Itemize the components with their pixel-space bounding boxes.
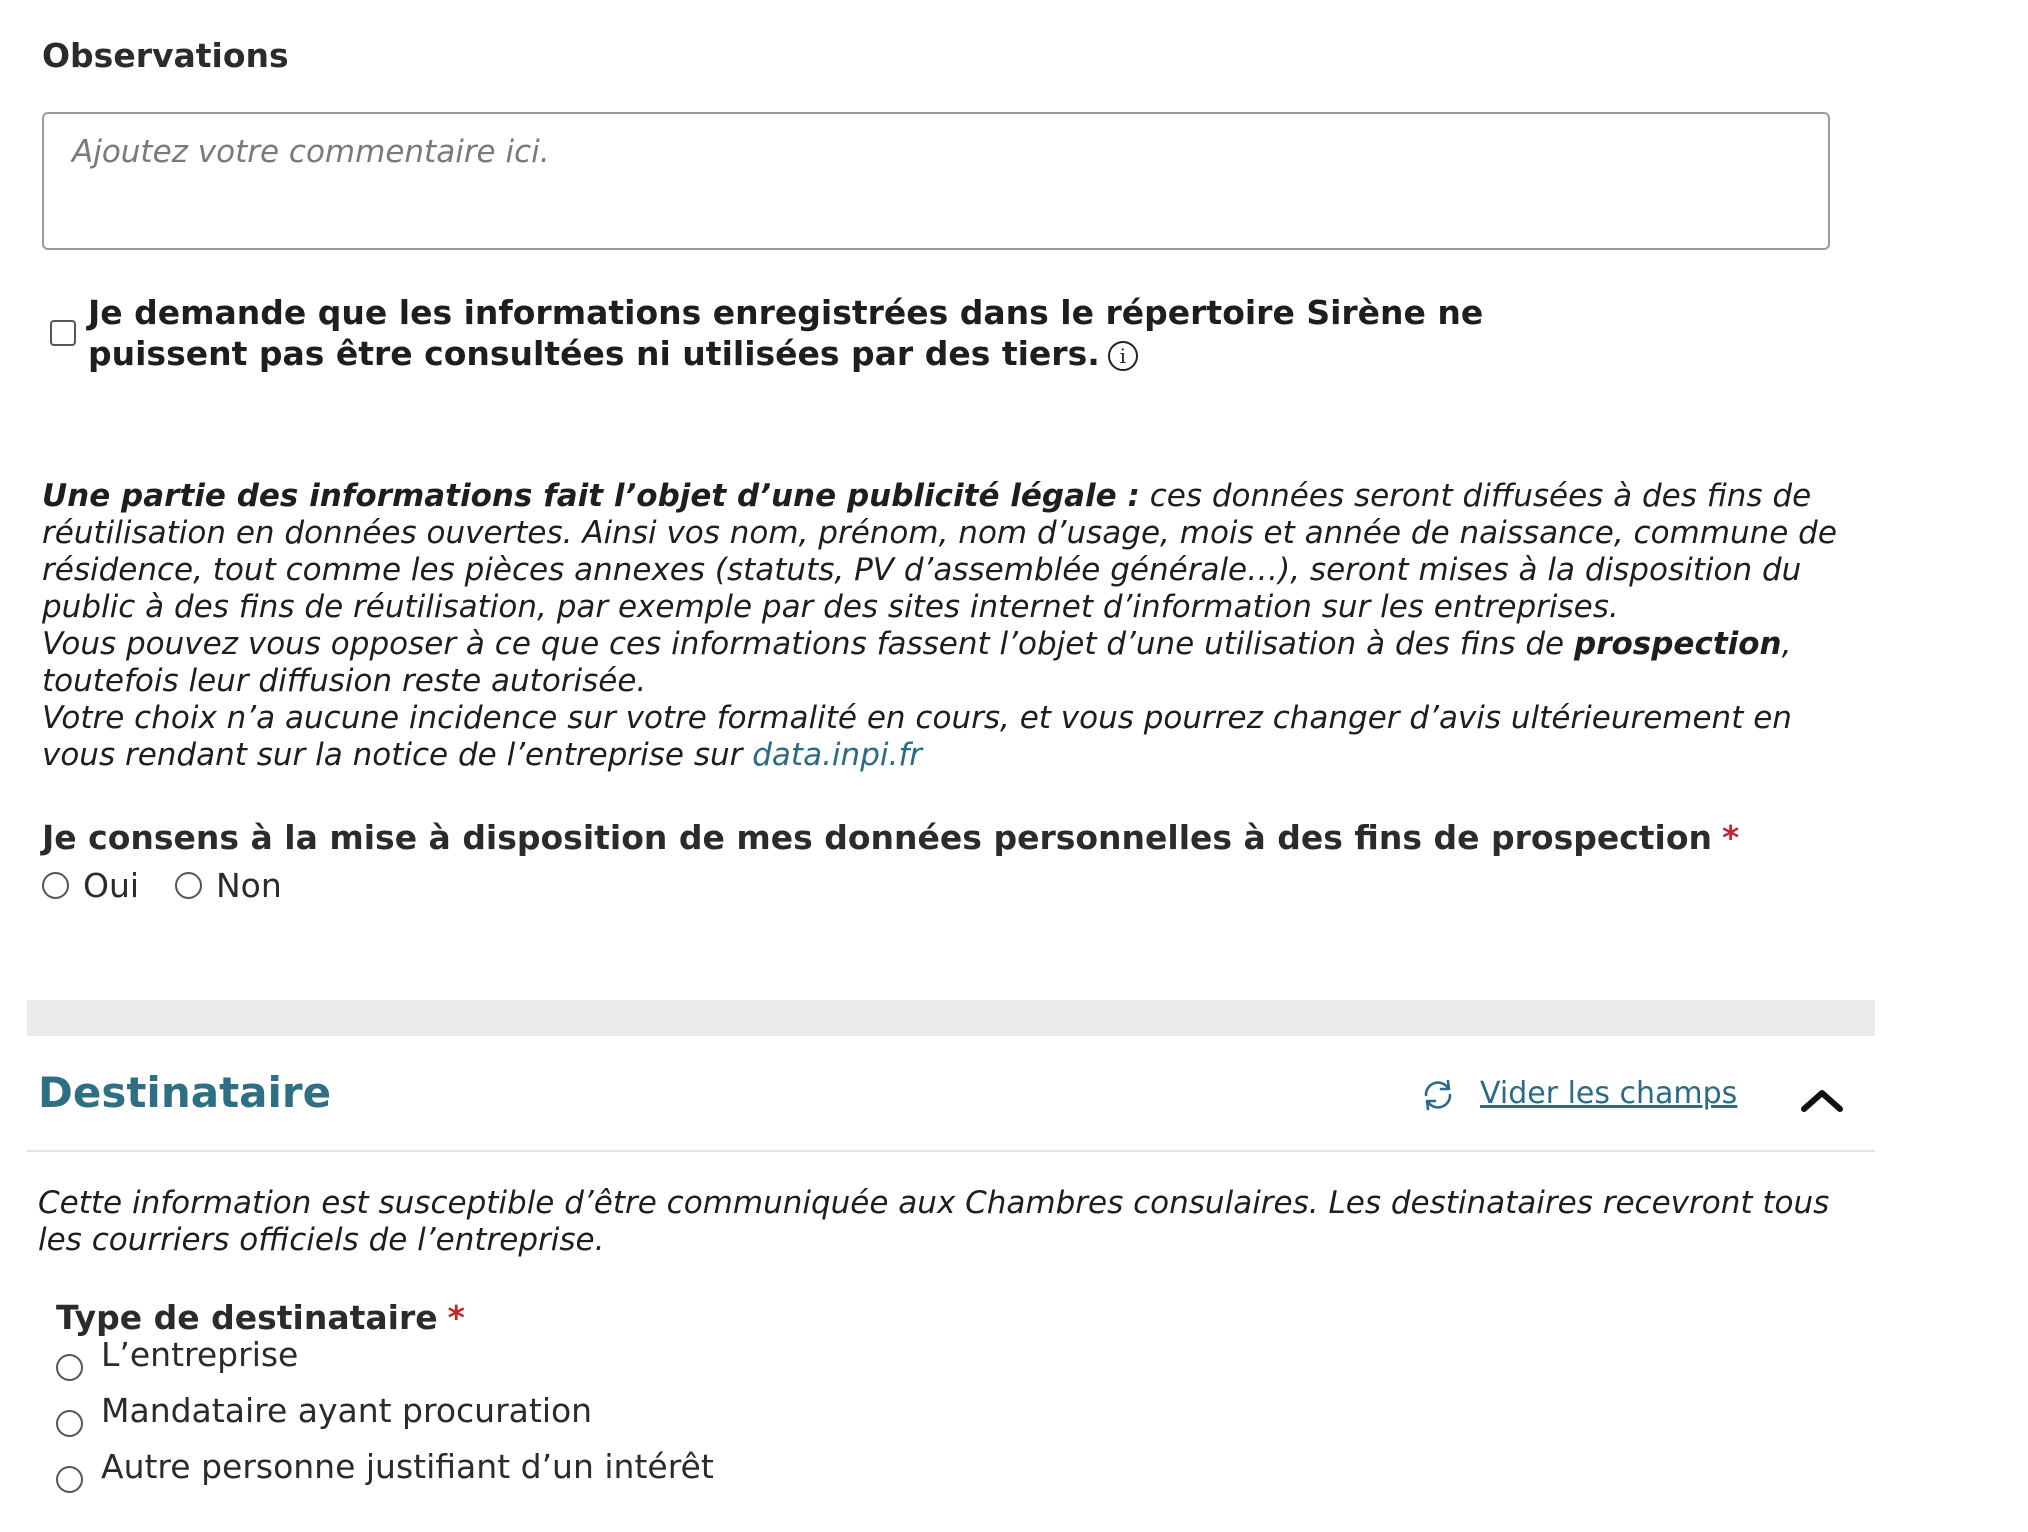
legal-paragraph-2 [42,626,1852,700]
consent-option-non-label: Non [216,866,282,905]
radio-mandataire[interactable] [56,1410,83,1437]
recipient-type-label [56,1298,465,1337]
consent-question-label [42,818,1739,857]
sirene-optout-checkbox[interactable] [50,320,76,346]
legal-paragraph-1 [42,478,1852,626]
consent-option-non[interactable] [175,866,282,905]
legal-p2-before: Vous pouvez vous opposer à ce que ces informations fassent l’objet d’une utilisation à des fins de [42,626,1574,662]
required-marker: * [1722,818,1740,857]
radio-autre[interactable] [56,1466,83,1493]
radio-oui[interactable] [42,872,69,899]
radio-non[interactable] [175,872,202,899]
sirene-optout-text: Je demande que les informations enregistrées dans le répertoire Sirène ne puissent pas être consultées ni utilisées par des tiers. [88,293,1484,373]
clear-fields-link[interactable]: Vider les champs [1480,1076,1738,1111]
recipient-type-option-entreprise[interactable] [56,1335,299,1381]
chevron-up-icon[interactable] [1798,1085,1846,1115]
legal-publicity-notice [42,478,1852,774]
info-icon[interactable]: i [1108,341,1138,371]
observations-textarea[interactable] [44,114,1828,248]
observations-field-wrapper [42,112,1830,250]
recipient-type-option-label: Mandataire ayant procuration [101,1391,593,1430]
recipient-type-option-autre[interactable] [56,1447,714,1493]
section-header-divider [27,1150,1875,1152]
recipient-type-text: Type de destinataire [56,1298,438,1337]
consent-option-oui-label: Oui [83,866,140,905]
consent-question-text: Je consens à la mise à disposition de mes données personnelles à des fins de prospection [42,818,1713,857]
destinataire-section-title: Destinataire [38,1068,332,1117]
destinataire-info-text: Cette information est susceptible d’être communiquée aux Chambres consulaires. Les destinataires recevront tous les courriers officiels de l’entreprise. [38,1185,1830,1258]
sirene-optout-label[interactable] [88,292,1648,374]
legal-paragraph-3 [42,700,1852,774]
section-separator-band [27,1000,1875,1036]
legal-p1-text: ces données seront diffusées à des fins de réutilisation en données ouvertes. Ainsi vos nom, prénom, nom d’usage, mois et année de naissance, commune de résidence, tout comme les pièces annexes (statuts, PV d’assemblée générale…), seront mises à la disposition du public à des fins de réutilisation, par exemple par des sites internet d’information sur les entreprises. [42,478,1837,625]
consent-option-oui[interactable] [42,866,139,905]
legal-p2-after: , toutefois leur diffusion reste autorisée. [42,626,1792,699]
observations-label: Observations [42,36,289,75]
legal-p3-text: Votre choix n’a aucune incidence sur votre formalité en cours, et vous pourrez changer d’avis ultérieurement en vous rendant sur la notice de l’entreprise sur [42,700,1792,773]
legal-p2-bold: prospection [1574,626,1782,662]
legal-intro-bold: Une partie des informations fait l’objet d’une publicité légale : [42,478,1140,514]
recipient-type-option-label: L’entreprise [101,1335,299,1374]
recipient-type-option-label: Autre personne justifiant d’un intérêt [101,1447,714,1486]
required-marker: * [447,1298,465,1337]
refresh-icon[interactable] [1418,1075,1458,1115]
data-inpi-link[interactable]: data.inpi.fr [752,737,922,773]
recipient-type-option-mandataire[interactable] [56,1391,593,1437]
radio-entreprise[interactable] [56,1354,83,1381]
